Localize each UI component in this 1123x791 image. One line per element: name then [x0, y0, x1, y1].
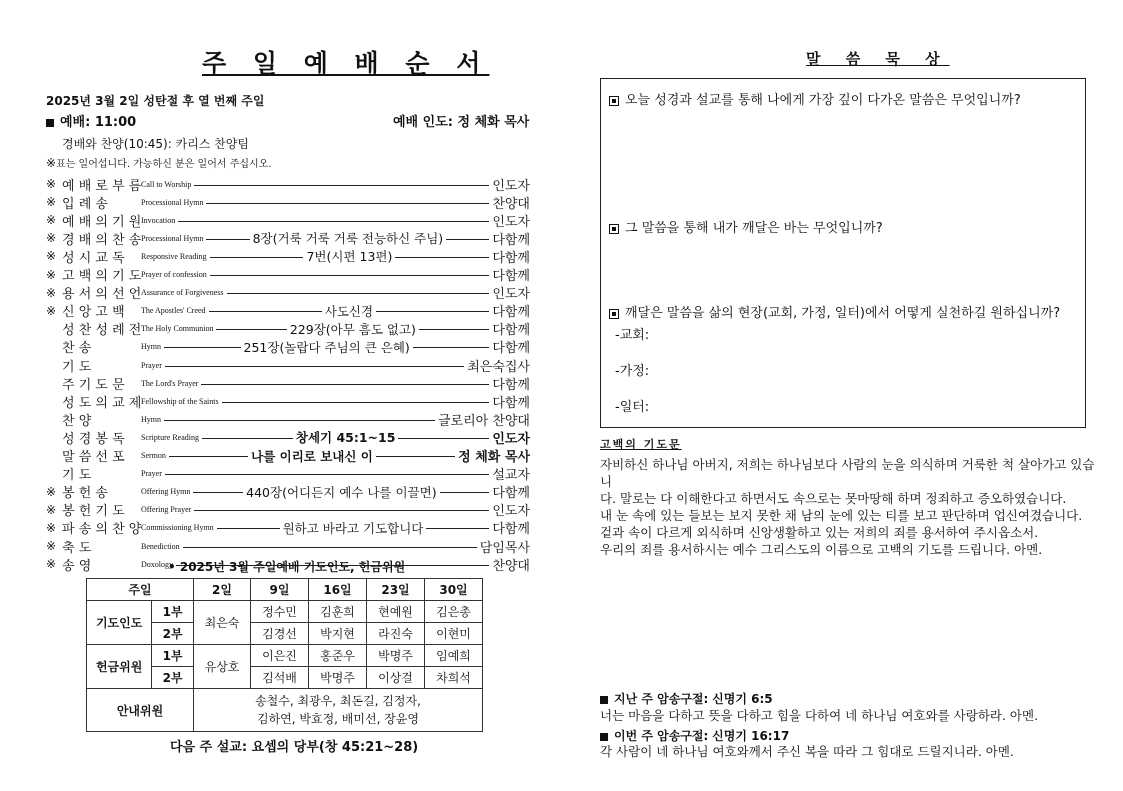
order-row [46, 247, 530, 265]
leader-line [202, 438, 293, 439]
order-row [46, 320, 530, 338]
schedule-title-text: 2025년 3월 주일예배 기도인도, 헌금위원 [179, 560, 406, 574]
order-item-content: 229장(아무 흠도 없고) [289, 321, 416, 337]
order-item-person: 다함께 [492, 522, 530, 538]
leader-line [440, 492, 490, 493]
confession-line: 자비하신 하나님 아버지, 저희는 하나님보다 사람의 눈을 의식하며 거룩한 척 살아가고 있습니 [600, 457, 1095, 489]
leader-line [217, 528, 280, 529]
table-cell: 라진숙 [367, 623, 425, 645]
order-item-person: 다함께 [492, 323, 531, 339]
leader-line [222, 402, 490, 403]
leader-line [194, 185, 489, 186]
question-1-text: 오늘 성경과 설교를 통해 나에게 가장 깊이 다가온 말씀은 무엇입니까? [625, 93, 1021, 108]
order-item-name: 말 씀 선 포 [62, 450, 125, 465]
table-cell: 이은진 [251, 645, 309, 667]
order-item-person: 인도자 [492, 178, 530, 194]
home-field[interactable]: -가정: [615, 364, 650, 379]
standing-note-text: 표는 일어섭니다. 가능하신 분은 일어서 주십시오. [56, 159, 272, 170]
table-cell: 이상걸 [367, 667, 425, 689]
order-item-english: Prayer [141, 469, 162, 479]
order-item-english: Prayer of confession [141, 270, 207, 279]
confession-line: 겉과 속이 다르게 외식하며 신앙생활하고 있는 저희의 죄를 용서하여 주시옵소서. [600, 525, 1039, 540]
order-item-person: 다함께 [492, 395, 530, 411]
table-cell: 김은총 [425, 601, 483, 623]
standing-mark: ※ [46, 177, 57, 191]
order-item-name: 찬 송 [62, 341, 92, 357]
order-item-person: 글로리아 찬양대 [437, 413, 530, 429]
order-item-english: Commissioning Hymn [141, 523, 214, 533]
standing-mark: ※ [46, 231, 57, 246]
service-time [46, 111, 136, 130]
schedule-table [86, 578, 483, 732]
leader-line [210, 275, 490, 276]
header-date: 16일 [309, 579, 367, 601]
work-field[interactable]: -일터: [615, 400, 650, 415]
order-item-person: 다함께 [492, 269, 530, 284]
order-item-english: Offering Hymn [141, 487, 191, 497]
leader-line [446, 239, 489, 240]
order-item-english: Processional Hymn [141, 197, 204, 207]
meditation-title: 말 씀 묵 상 [806, 50, 950, 68]
last-verse-ref: 신명기 6:5 [712, 692, 773, 706]
header-date: 9일 [251, 579, 309, 601]
table-cell: 최은숙 [194, 601, 251, 645]
order-item-english: Sermon [141, 451, 166, 460]
order-item-name: 입 례 송 [62, 196, 108, 212]
order-item-person: 인도자 [492, 504, 530, 520]
leader-line [227, 293, 490, 294]
part-label: 1부 [152, 601, 194, 623]
order-row [46, 483, 530, 501]
order-row [46, 392, 530, 410]
leader-line [376, 311, 489, 312]
order-row [46, 229, 530, 247]
leader-line [164, 347, 241, 348]
worship-leader: 예배 인도: 정 체화 목사 [393, 115, 530, 130]
order-row [46, 284, 530, 302]
order-item-content: 251장(놀랍다 주님의 큰 은혜) [243, 339, 410, 355]
standing-mark: ※ [46, 195, 57, 210]
order-item-english: The Apostles' Creed [141, 306, 206, 316]
order-item-english: Scripture Reading [141, 432, 199, 442]
praise-team: 경배와 찬양(10:45): 카리스 찬양팀 [62, 137, 249, 151]
leader-line [376, 456, 455, 457]
order-item-content: 나를 이리로 보내신 이 [251, 448, 373, 464]
order-item-name: 찬 양 [62, 413, 92, 429]
order-item-name: 봉 헌 기 도 [62, 504, 125, 520]
leader-line [206, 203, 489, 204]
leader-line [206, 239, 249, 240]
leader-line [178, 221, 489, 222]
order-item-name: 기 도 [62, 468, 92, 484]
order-item-person: 다함께 [492, 377, 530, 393]
order-item-english: Invocation [141, 215, 176, 225]
order-item-person: 찬양대 [492, 558, 530, 574]
order-item-content: 7번(시편 13편) [306, 249, 393, 265]
square-bullet-icon [46, 119, 54, 127]
order-item-content: 8장(거룩 거룩 거룩 전능하신 주님) [252, 231, 444, 247]
offering-label: 헌금위원 [87, 645, 152, 689]
standing-mark: ※ [46, 520, 57, 535]
order-item-english: Call to Worship [141, 179, 192, 189]
usher-names-line: 김하연, 박효정, 배미선, 장윤영 [257, 712, 419, 726]
this-verse-label: 이번 주 암송구절: [614, 729, 709, 743]
order-item-english: Hymn [141, 414, 161, 424]
header-date: 2일 [194, 579, 251, 601]
checkbox-bullet-icon [609, 96, 619, 106]
this-verse-heading [600, 727, 789, 744]
order-item-name: 주 기 도 문 [62, 377, 125, 393]
header-date: 23일 [367, 579, 425, 601]
order-item-name: 고 백 의 기 도 [62, 269, 142, 284]
order-item-name: 축 도 [62, 540, 92, 556]
order-row [46, 266, 530, 284]
order-row [46, 211, 530, 229]
checkbox-bullet-icon [609, 309, 619, 319]
order-row [46, 501, 530, 519]
order-item-english: The Holy Communion [141, 324, 214, 334]
bulletin-title: 주 일 예 배 순 서 [202, 49, 490, 78]
question-3-text: 깨달은 말씀을 삶의 현장(교회, 가정, 일터)에서 어떻게 실천하길 원하십니까? [625, 306, 1061, 321]
next-sermon: 다음 주 설교: 요셉의 당부(창 45:21~28) [170, 740, 419, 755]
order-item-content: 440장(어디든지 예수 나를 이끌면) [246, 484, 437, 500]
order-item-person: 담임목사 [479, 540, 530, 556]
order-item-name: 용 서 의 선 언 [62, 287, 142, 303]
order-row [46, 537, 530, 555]
order-item-english: Offering Prayer [141, 505, 192, 515]
order-item-person: 다함께 [492, 341, 531, 357]
table-cell: 유상호 [194, 645, 251, 689]
last-verse-text: 너는 마음을 다하고 뜻을 다하고 힘을 다하여 네 하나님 여호와를 사랑하라. 아멘. [600, 708, 1039, 723]
order-row [46, 338, 530, 356]
leader-line [169, 456, 248, 457]
order-row [46, 428, 530, 446]
schedule-title [168, 558, 405, 575]
order-item-content: 원하고 바라고 기도합니다 [282, 520, 424, 536]
table-cell: 박명주 [309, 667, 367, 689]
part-label: 2부 [152, 623, 194, 645]
table-cell: 이현미 [425, 623, 483, 645]
order-item-english: Benediction [141, 541, 180, 551]
question-2 [609, 217, 883, 236]
table-cell: 홍준우 [309, 645, 367, 667]
order-item-name: 기 도 [62, 359, 92, 375]
table-cell: 박명주 [367, 645, 425, 667]
order-item-name: 예 배 로 부 름 [62, 178, 142, 194]
standing-mark: ※ [46, 213, 57, 228]
order-item-name: 신 앙 고 백 [62, 305, 125, 321]
order-item-person: 인도자 [492, 431, 530, 447]
table-cell: 현예원 [367, 601, 425, 623]
order-item-person: 다함께 [492, 486, 530, 502]
order-row [46, 193, 530, 211]
leader-line [201, 384, 489, 385]
order-item-name: 송 영 [62, 558, 92, 574]
order-item-english: Hymn [141, 342, 161, 352]
standing-mark: ※ [46, 502, 57, 517]
table-cell: 김석배 [251, 667, 309, 689]
meditation-box [600, 78, 1086, 428]
order-row [46, 410, 530, 428]
order-row [46, 302, 530, 320]
leader-line [413, 347, 490, 348]
order-item-person: 찬양대 [492, 196, 530, 212]
order-item-english: Responsive Reading [141, 251, 207, 261]
order-item-name: 경 배 의 찬 송 [62, 232, 142, 248]
order-item-person: 다함께 [492, 232, 531, 248]
leader-line [216, 329, 286, 330]
leader-line [193, 492, 243, 493]
last-verse-heading [600, 690, 773, 707]
standing-mark: ※ [46, 484, 57, 499]
order-row [46, 447, 530, 465]
order-item-english: Processional Hymn [141, 233, 204, 243]
leader-line [183, 547, 477, 548]
part-label: 2부 [152, 667, 194, 689]
order-row [46, 465, 530, 483]
table-cell: 차희석 [425, 667, 483, 689]
leader-line [398, 438, 489, 439]
table-cell: 박지현 [309, 623, 367, 645]
order-item-name: 예 배 의 기 원 [62, 214, 142, 230]
question-1 [609, 89, 1021, 108]
order-item-person: 최은숙집사 [467, 359, 530, 375]
order-item-name: 성 도 의 교 제 [62, 395, 142, 411]
order-item-name: 성 시 교 독 [62, 250, 125, 266]
order-item-person: 다함께 [492, 250, 530, 266]
last-verse-label: 지난 주 암송구절: [614, 692, 709, 706]
checkbox-bullet-icon [609, 224, 619, 234]
confession-line: 내 눈 속에 있는 들보는 보지 못한 채 남의 눈에 있는 티를 보고 판단하며 업신여겼습니다. [600, 508, 1083, 523]
order-item-name: 파 송 의 찬 양 [62, 522, 142, 538]
order-row [46, 175, 530, 193]
table-cell: 김훈희 [309, 601, 367, 623]
usher-names [194, 689, 483, 732]
order-item-person: 인도자 [492, 287, 530, 303]
leader-line [164, 420, 435, 421]
standing-mark: ※ [46, 249, 57, 264]
order-item-name: 성 경 봉 독 [62, 431, 125, 447]
part-label: 1부 [152, 645, 194, 667]
confession-line: 다. 말로는 다 이해한다고 하면서도 속으로는 못마땅해 하며 정죄하고 증오하였습니다. [600, 491, 1067, 506]
standing-mark: ※ [46, 539, 57, 553]
question-2-text: 그 말씀을 통해 내가 깨달은 바는 무엇입니까? [625, 221, 883, 236]
order-item-content: 창세기 45:1~15 [295, 430, 396, 446]
order-item-person: 설교자 [492, 468, 530, 484]
leader-line [194, 510, 489, 511]
confession-line: 우리의 죄를 용서하시는 예수 그리스도의 이름으로 고백의 기도를 드립니다. 아멘. [600, 542, 1043, 557]
order-item-english: The Lord's Prayer [141, 378, 199, 388]
leader-line [209, 311, 322, 312]
leader-line [426, 528, 489, 529]
square-bullet-icon [600, 696, 608, 704]
confession-title: 고백의 기도문 [600, 438, 682, 451]
leader-line [395, 257, 489, 258]
header-week: 주일 [87, 579, 194, 601]
table-cell: 정수민 [251, 601, 309, 623]
standing-mark: ※ [46, 267, 57, 282]
order-item-name: 성 찬 성 례 전 [62, 323, 142, 339]
leader-line [419, 329, 489, 330]
this-verse-text: 각 사람이 네 하나님 여호와께서 주신 복을 따라 그 힘대로 드릴지니라. 아멘. [600, 744, 1014, 759]
service-time-text: 예배: 11:00 [60, 115, 137, 130]
order-item-person: 다함께 [492, 305, 531, 321]
order-row [46, 356, 530, 374]
usher-label: 안내위원 [87, 689, 194, 732]
standing-note [46, 155, 272, 170]
bullet-icon: • [168, 560, 180, 574]
order-item-english: Doxology [141, 559, 173, 569]
leader-line [210, 257, 304, 258]
service-date: 2025년 3월 2일 성탄절 후 열 번째 주일 [46, 94, 265, 108]
leader-line [165, 474, 489, 475]
standing-mark: ※ [46, 557, 57, 572]
prayer-label: 기도인도 [87, 601, 152, 645]
standing-mark: ※ [46, 303, 57, 318]
church-field[interactable]: -교회: [615, 328, 650, 343]
order-row [46, 374, 530, 392]
leader-line [165, 366, 464, 367]
confession-prayer [600, 456, 1100, 558]
order-item-content: 사도신경 [324, 303, 374, 319]
square-bullet-icon [600, 733, 608, 741]
order-item-english: Fellowship of the Saints [141, 396, 219, 406]
reference-mark: ※ [46, 156, 57, 170]
question-3 [609, 302, 1060, 321]
table-cell: 김경선 [251, 623, 309, 645]
order-item-name: 봉 헌 송 [62, 486, 108, 502]
table-cell: 임예희 [425, 645, 483, 667]
standing-mark: ※ [46, 285, 57, 300]
usher-names-line: 송철수, 최광우, 최돈길, 김정자, [255, 694, 421, 708]
order-item-english: Assurance of Forgiveness [141, 288, 224, 298]
header-date: 30일 [425, 579, 483, 601]
order-item-person: 인도자 [492, 214, 530, 230]
order-item-english: Prayer [141, 360, 162, 370]
order-item-person: 정 체화 목사 [458, 450, 530, 465]
this-verse-ref: 신명기 16:17 [712, 729, 790, 743]
order-row [46, 519, 530, 537]
